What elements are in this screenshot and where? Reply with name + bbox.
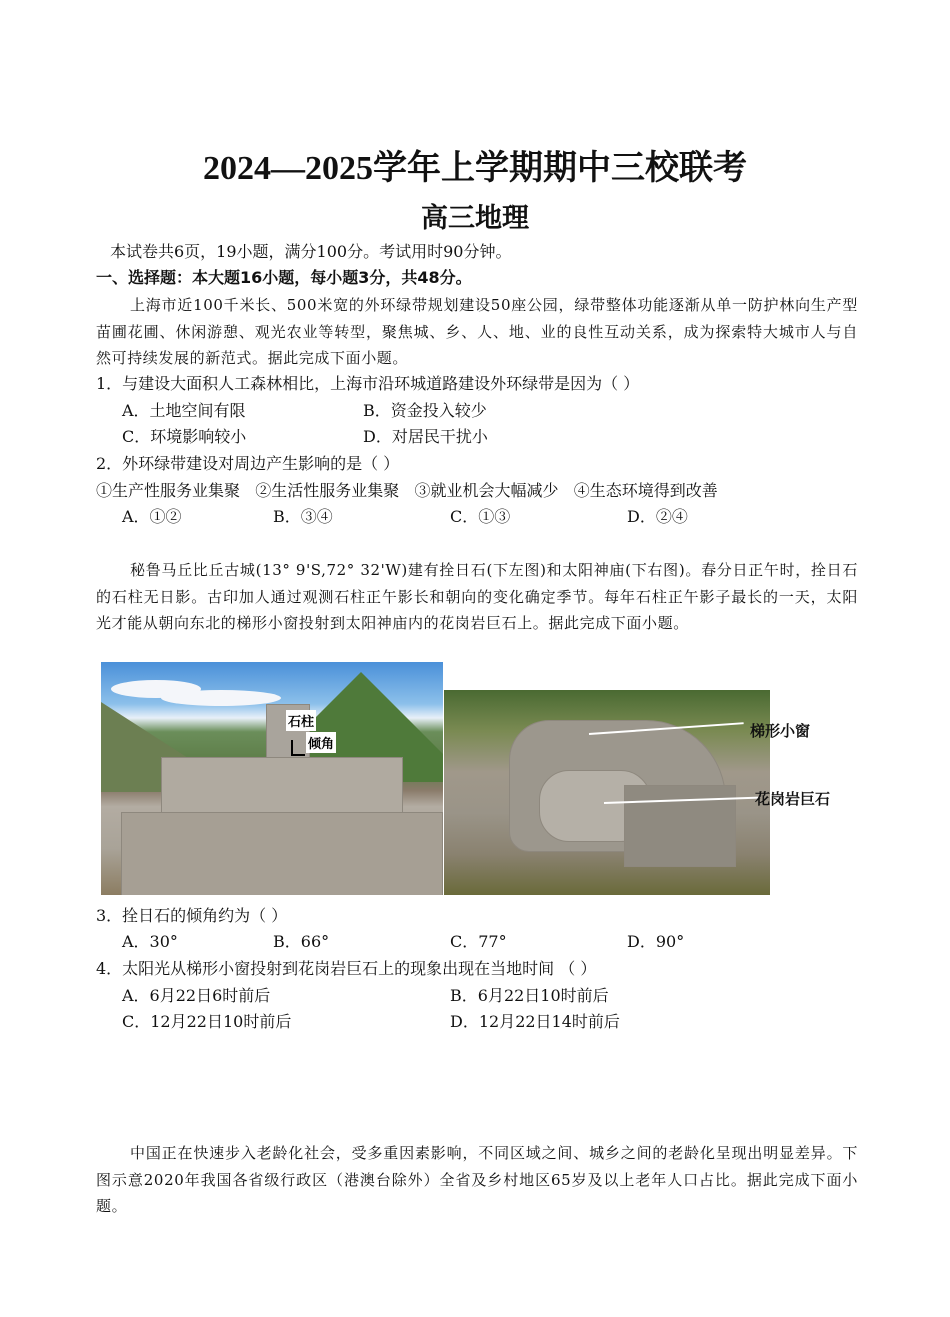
question-2-option-b[interactable]: B．③④ (273, 507, 333, 526)
question-4-option-b[interactable]: B．6月22日10时前后 (450, 986, 609, 1005)
question-3-option-b[interactable]: B．66° (273, 932, 330, 951)
question-4-option-a[interactable]: A．6月22日6时前后 (122, 986, 271, 1005)
passage-greenbelt: 上海市近100千米长、500米宽的外环绿带规划建设50座公园，绿带整体功能逐渐从单一防护林向生产型苗圃花圃、休闲游憩、观光农业等转型，聚焦城、乡、人、地、业的良性互动关系，成为探索特大城市人与自然可持续发展的新范式。据此完成下面小题。 (96, 296, 858, 367)
temple-of-sun-photo (444, 690, 770, 895)
section-heading: 一、选择题：本大题16小题，每小题3分，共48分。 (96, 268, 472, 287)
question-1-option-c[interactable]: C．环境影响较小 (122, 427, 247, 446)
exam-subject: 高三地理 (421, 203, 529, 234)
label-granite-rock: 花岗岩巨石 (755, 790, 831, 808)
question-3-option-d[interactable]: D．90° (627, 932, 685, 951)
question-1-option-b[interactable]: B．资金投入较少 (363, 401, 487, 420)
question-2-option-c[interactable]: C．①③ (450, 507, 511, 526)
question-4-stem: 4．太阳光从梯形小窗投射到花岗岩巨石上的现象出现在当地时间 （ ） (96, 959, 597, 978)
question-2-stem: 2．外环绿带建设对周边产生影响的是（ ） (96, 454, 400, 473)
question-4-option-c[interactable]: C．12月22日10时前后 (122, 1012, 292, 1031)
question-2-statements: ①生产性服务业集聚 ②生活性服务业集聚 ③就业机会大幅减少 ④生态环境得到改善 (96, 481, 718, 500)
angle-marker-icon (291, 740, 305, 756)
question-3-option-a[interactable]: A．30° (122, 932, 178, 951)
question-2-option-d[interactable]: D．②④ (627, 507, 688, 526)
exam-info: 本试卷共6页，19小题，满分100分。考试用时90分钟。 (110, 242, 512, 261)
passage-aging: 中国正在快速步入老龄化社会，受多重因素影响，不同区域之间、城乡之间的老龄化呈现出明显差异。下图示意2020年我国各省级行政区（港澳台除外）全省及乡村地区65岁及以上老年人口占比。据此完成下面小题。 (96, 1144, 858, 1215)
question-3-stem: 3．拴日石的倾角约为（ ） (96, 906, 288, 925)
question-1-option-d[interactable]: D．对居民干扰小 (363, 427, 488, 446)
label-tilt-angle: 倾角 (306, 732, 336, 753)
passage-machu-picchu: 秘鲁马丘比丘古城(13° 9'S,72° 32'W)建有拴日石(下左图)和太阳神庙(下右图)。春分日正午时，拴日石的石柱无日影。古印加人通过观测石柱正午影长和朝向的变化确定季节。每年石柱正午影子最长的一天，太阳光才能从朝向东北的梯形小窗投射到太阳神庙内的花岗岩巨石上。据此完成下面小题。 (96, 561, 858, 632)
question-3-option-c[interactable]: C．77° (450, 932, 507, 951)
exam-title: 2024—2025学年上学期期中三校联考 (203, 150, 747, 187)
question-4-option-d[interactable]: D．12月22日14时前后 (450, 1012, 620, 1031)
question-2-option-a[interactable]: A．①② (122, 507, 182, 526)
question-1-option-a[interactable]: A．土地空间有限 (122, 401, 246, 420)
label-stone-pillar: 石柱 (286, 710, 316, 731)
intihuatana-stone-photo (101, 662, 443, 895)
label-trapezoid-window: 梯形小窗 (750, 722, 811, 740)
question-1-stem: 1．与建设大面积人工森林相比，上海市沿环城道路建设外环绿带是因为（ ） (96, 374, 640, 393)
